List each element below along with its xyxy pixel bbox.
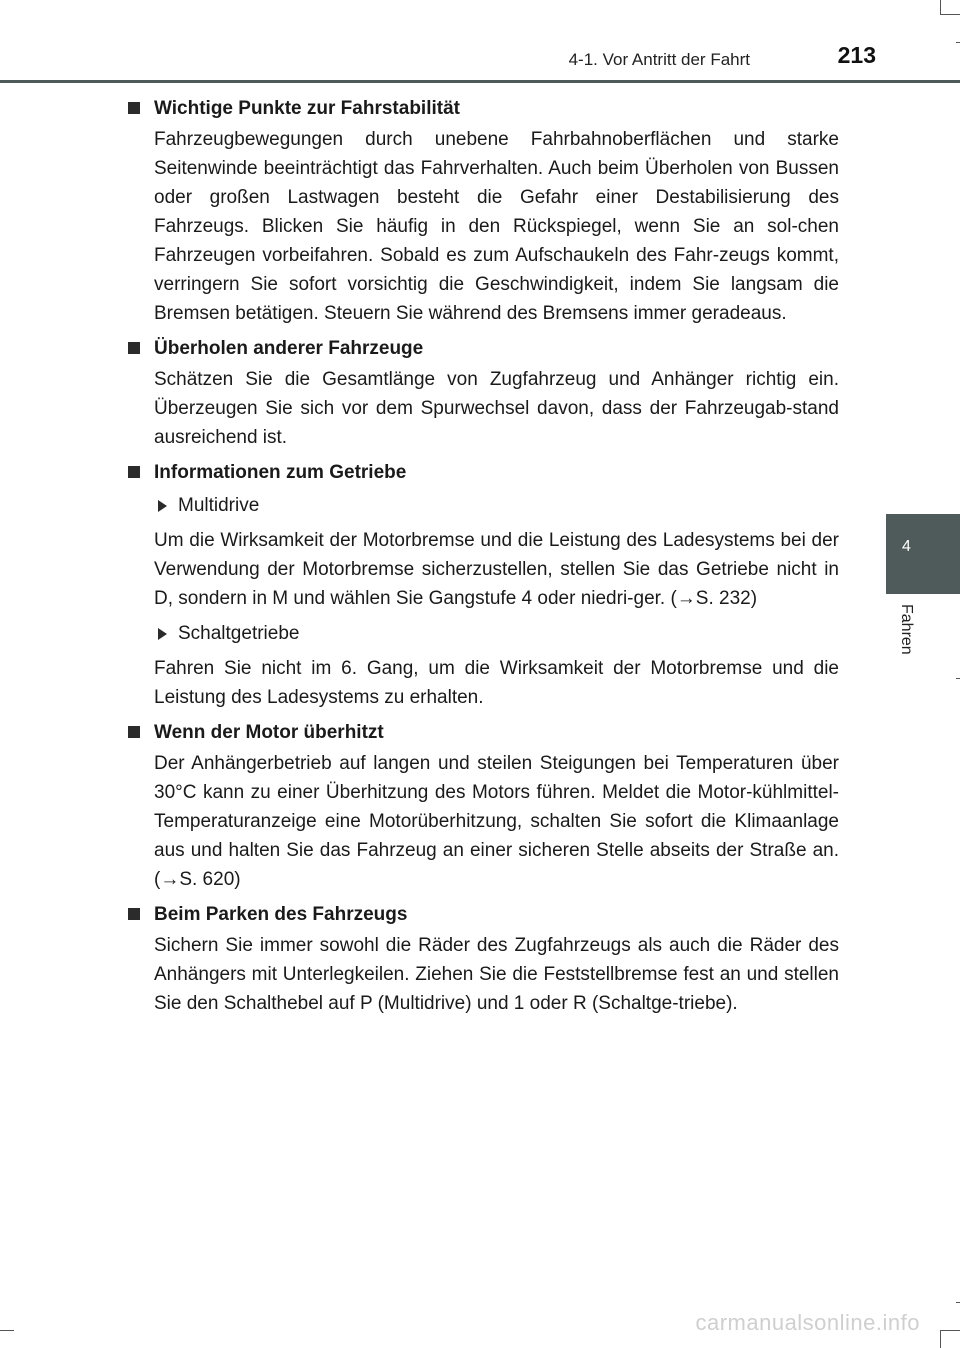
square-bullet-icon <box>128 908 140 920</box>
triangle-bullet-icon <box>158 628 167 640</box>
crop-mark <box>940 1330 941 1348</box>
section-getriebe <box>126 458 839 712</box>
crop-mark <box>956 678 960 679</box>
crop-mark <box>956 1302 960 1303</box>
paragraph: Um die Wirksamkeit der Motorbremse und die Leistung des Ladesystems bei der Verwendung der Motorbremse sicherzustellen, stellen Sie das Getriebe nicht in D, sondern in M und wählen Sie Gangstufe 4 oder niedri-ger. (→S. 232) <box>154 530 839 609</box>
section-ueberholen <box>126 334 839 452</box>
paragraph: Fahren Sie nicht im 6. Gang, um die Wirksamkeit der Motorbremse und die Leistung des Ladesystems zu erhalten. <box>154 658 839 708</box>
square-bullet-icon <box>128 726 140 738</box>
header-divider <box>0 80 960 83</box>
page-number: 213 <box>837 42 876 68</box>
section-heading <box>126 458 839 487</box>
section-ueberhitzt <box>126 718 839 894</box>
crop-mark <box>940 14 960 15</box>
chapter-number: 4 <box>902 538 911 555</box>
section-heading-text: Beim Parken des Fahrzeugs <box>154 904 408 925</box>
sub-item-multidrive <box>154 491 839 520</box>
section-heading <box>126 718 839 747</box>
crop-mark <box>0 1330 14 1331</box>
section-heading <box>126 94 839 123</box>
sub-item-label: Schaltgetriebe <box>178 623 300 644</box>
square-bullet-icon <box>128 342 140 354</box>
crop-mark <box>940 1330 960 1331</box>
paragraph: Der Anhängerbetrieb auf langen und steilen Steigungen bei Temperaturen über 30°C kann zu einer Überhitzung des Motors führen. Meldet die Motor-kühlmittel-Temperaturanzeige eine Motorüberhitzung, schalten Sie sofort die Klimaanlage aus und halten Sie das Fahrzeug an einer sicheren Stelle abseits der Straße an. (→S. 620) <box>154 753 839 890</box>
paragraph: Schätzen Sie die Gesamtlänge von Zugfahrzeug und Anhänger richtig ein. Überzeugen Sie sich vor dem Spurwechsel davon, dass der Fahrzeugab-stand ausreichend ist. <box>154 369 839 448</box>
chapter-label: Fahren <box>898 604 915 655</box>
section-heading <box>126 334 839 363</box>
paragraph: Sichern Sie immer sowohl die Räder des Zugfahrzeugs als auch die Räder des Anhängers mit Unterlegkeilen. Ziehen Sie die Feststellbremse fest an und stellen Sie den Schalthebel auf P (Multidrive) und 1 oder R (Schaltge-triebe). <box>154 935 839 1014</box>
square-bullet-icon <box>128 102 140 114</box>
chapter-tab <box>886 514 960 594</box>
crop-mark <box>956 42 960 43</box>
section-heading-text: Wichtige Punkte zur Fahrstabilität <box>154 98 460 119</box>
page-content <box>126 94 839 1024</box>
section-heading-text: Überholen anderer Fahrzeuge <box>154 338 424 359</box>
section-heading-text: Wenn der Motor überhitzt <box>154 722 384 743</box>
header-section-title: 4-1. Vor Antritt der Fahrt <box>568 50 750 69</box>
paragraph: Fahrzeugbewegungen durch unebene Fahrbahnoberflächen und starke Seitenwinde beeinträchtigt das Fahrverhalten. Auch beim Überholen von Bussen oder großen Lastwagen besteht die Gefahr einer Destabilisierung des Fahrzeugs. Blicken Sie häufig in den Rückspiegel, wenn Sie an sol-chen Fahrzeugen vorbeifahren. Sobald es zum Aufschaukeln des Fahr-zeugs kommt, verringern Sie sofort vorsichtig die Geschwindigkeit, indem Sie langsam die Bremsen betätigen. Steuern Sie während des Bremsens immer geradeaus. <box>154 129 839 324</box>
triangle-bullet-icon <box>158 500 167 512</box>
square-bullet-icon <box>128 466 140 478</box>
watermark: carmanualsonline.info <box>695 1310 920 1335</box>
section-parken <box>126 900 839 1018</box>
sub-item-schaltgetriebe <box>154 619 839 648</box>
section-heading <box>126 900 839 929</box>
crop-mark <box>940 0 941 14</box>
section-fahrstabilitaet <box>126 94 839 328</box>
section-heading-text: Informationen zum Getriebe <box>154 462 407 483</box>
sub-item-label: Multidrive <box>178 495 260 516</box>
